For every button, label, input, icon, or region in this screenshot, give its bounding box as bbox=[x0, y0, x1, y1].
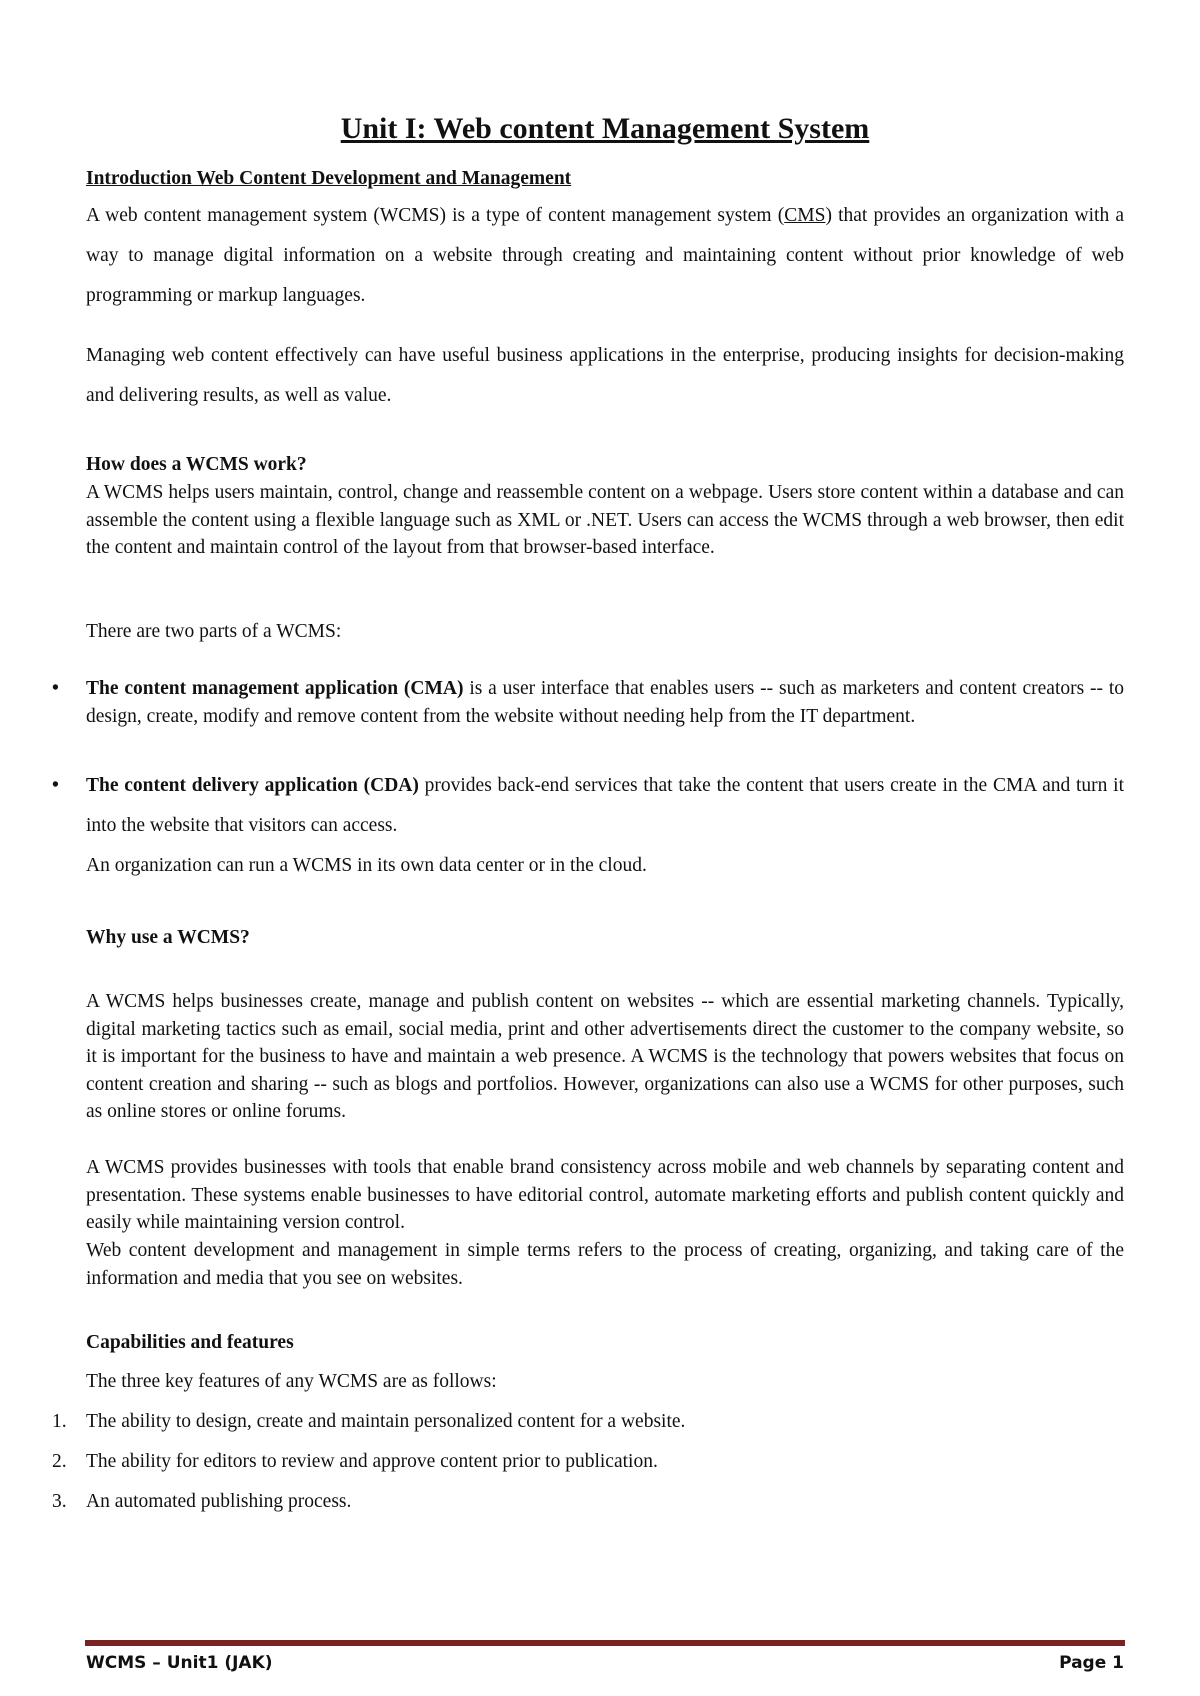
footer-divider bbox=[85, 1640, 1125, 1646]
list-item bbox=[52, 1482, 352, 1522]
why-paragraph-3: Web content development and management in simple terms refers to the process of creating, organizing, and taking care of the information and media that you see on websites. bbox=[86, 1240, 1124, 1289]
list-item bbox=[52, 1442, 658, 1482]
list-number: 2. bbox=[52, 1451, 67, 1472]
list-item-text: An automated publishing process. bbox=[86, 1491, 352, 1512]
bullet-cda-text: provides back-end services that take the content that users create in the CMA and turn it into the website that visitors can access. bbox=[86, 775, 1124, 836]
bullet-dot-icon: • bbox=[52, 775, 59, 796]
intro-heading: Introduction Web Content Development and Management bbox=[86, 168, 572, 189]
intro-paragraph-2: Managing web content effectively can have useful business applications in the enterprise, producing insights for decision-making and delivering results, as well as value. bbox=[86, 345, 1124, 406]
list-item-text: The ability for editors to review and approve content prior to publication. bbox=[86, 1451, 658, 1472]
cms-link[interactable]: CMS bbox=[784, 205, 826, 226]
how-paragraph-1: A WCMS helps users maintain, control, change and reassemble content on a webpage. Users store content within a database and can assemble the content using a flexible language such as XML or .NET. Users can access the WCMS through a web browser, then edit the content and maintain control of the layout from that browser-based interface. bbox=[86, 482, 1124, 558]
why-paragraph-1: A WCMS helps businesses create, manage and publish content on websites -- which are essential marketing channels. Typically, digital marketing tactics such as email, social media, print and other advertisements direct the customer to the company website, so it is important for the business to have and maintain a web presence. A WCMS is the technology that powers websites that focus on content creation and sharing -- such as blogs and portfolios. However, organizations can also use a WCMS for other purposes, such as online stores or online forums. bbox=[86, 991, 1124, 1122]
list-item-text: The ability to design, create and maintain personalized content for a website. bbox=[86, 1411, 686, 1432]
list-item bbox=[52, 1402, 686, 1442]
why-paragraph-2: A WCMS provides businesses with tools that enable brand consistency across mobile and web channels by separating content and presentation. These systems enable businesses to have editorial control, automate marketing efforts and publish content quickly and easily while maintaining version control. bbox=[86, 1157, 1124, 1233]
intro-paragraph-1 bbox=[86, 196, 1124, 316]
bullet-cma-text: is a user interface that enables users -- such as marketers and content creators -- to design, create, modify and remove content from the website without needing help from the IT department. bbox=[86, 678, 1124, 727]
capabilities-heading: Capabilities and features bbox=[86, 1332, 294, 1353]
how-paragraph-2: There are two parts of a WCMS: bbox=[86, 621, 342, 642]
bullet-item-cda bbox=[52, 766, 1124, 846]
why-heading: Why use a WCMS? bbox=[86, 927, 250, 948]
footer-doc-label: WCMS – Unit1 (JAK) bbox=[86, 1653, 273, 1673]
bullet-item-cma bbox=[52, 675, 1124, 730]
bullet-cma-term: The content management application (CMA) bbox=[86, 678, 464, 699]
document-page bbox=[52, 0, 1124, 1696]
bullet-dot-icon: • bbox=[52, 678, 59, 699]
page-title: Unit I: Web content Management System bbox=[340, 112, 870, 145]
how-heading: How does a WCMS work? bbox=[86, 454, 307, 475]
footer-page-number: Page 1 bbox=[1059, 1653, 1124, 1673]
intro-p1-part-a: A web content management system (WCMS) is a type of content management system ( bbox=[86, 205, 785, 226]
list-number: 3. bbox=[52, 1491, 67, 1512]
intro-p1-part-b: ) that provides an organization with a way to manage digital information on a website through creating and maintaining content without prior knowledge of web programming or markup languages. bbox=[86, 205, 1124, 306]
bullet-cda-term: The content delivery application (CDA) bbox=[86, 775, 419, 796]
how-paragraph-3: An organization can run a WCMS in its own data center or in the cloud. bbox=[86, 855, 647, 876]
list-number: 1. bbox=[52, 1411, 67, 1432]
capabilities-intro: The three key features of any WCMS are as follows: bbox=[86, 1371, 497, 1392]
